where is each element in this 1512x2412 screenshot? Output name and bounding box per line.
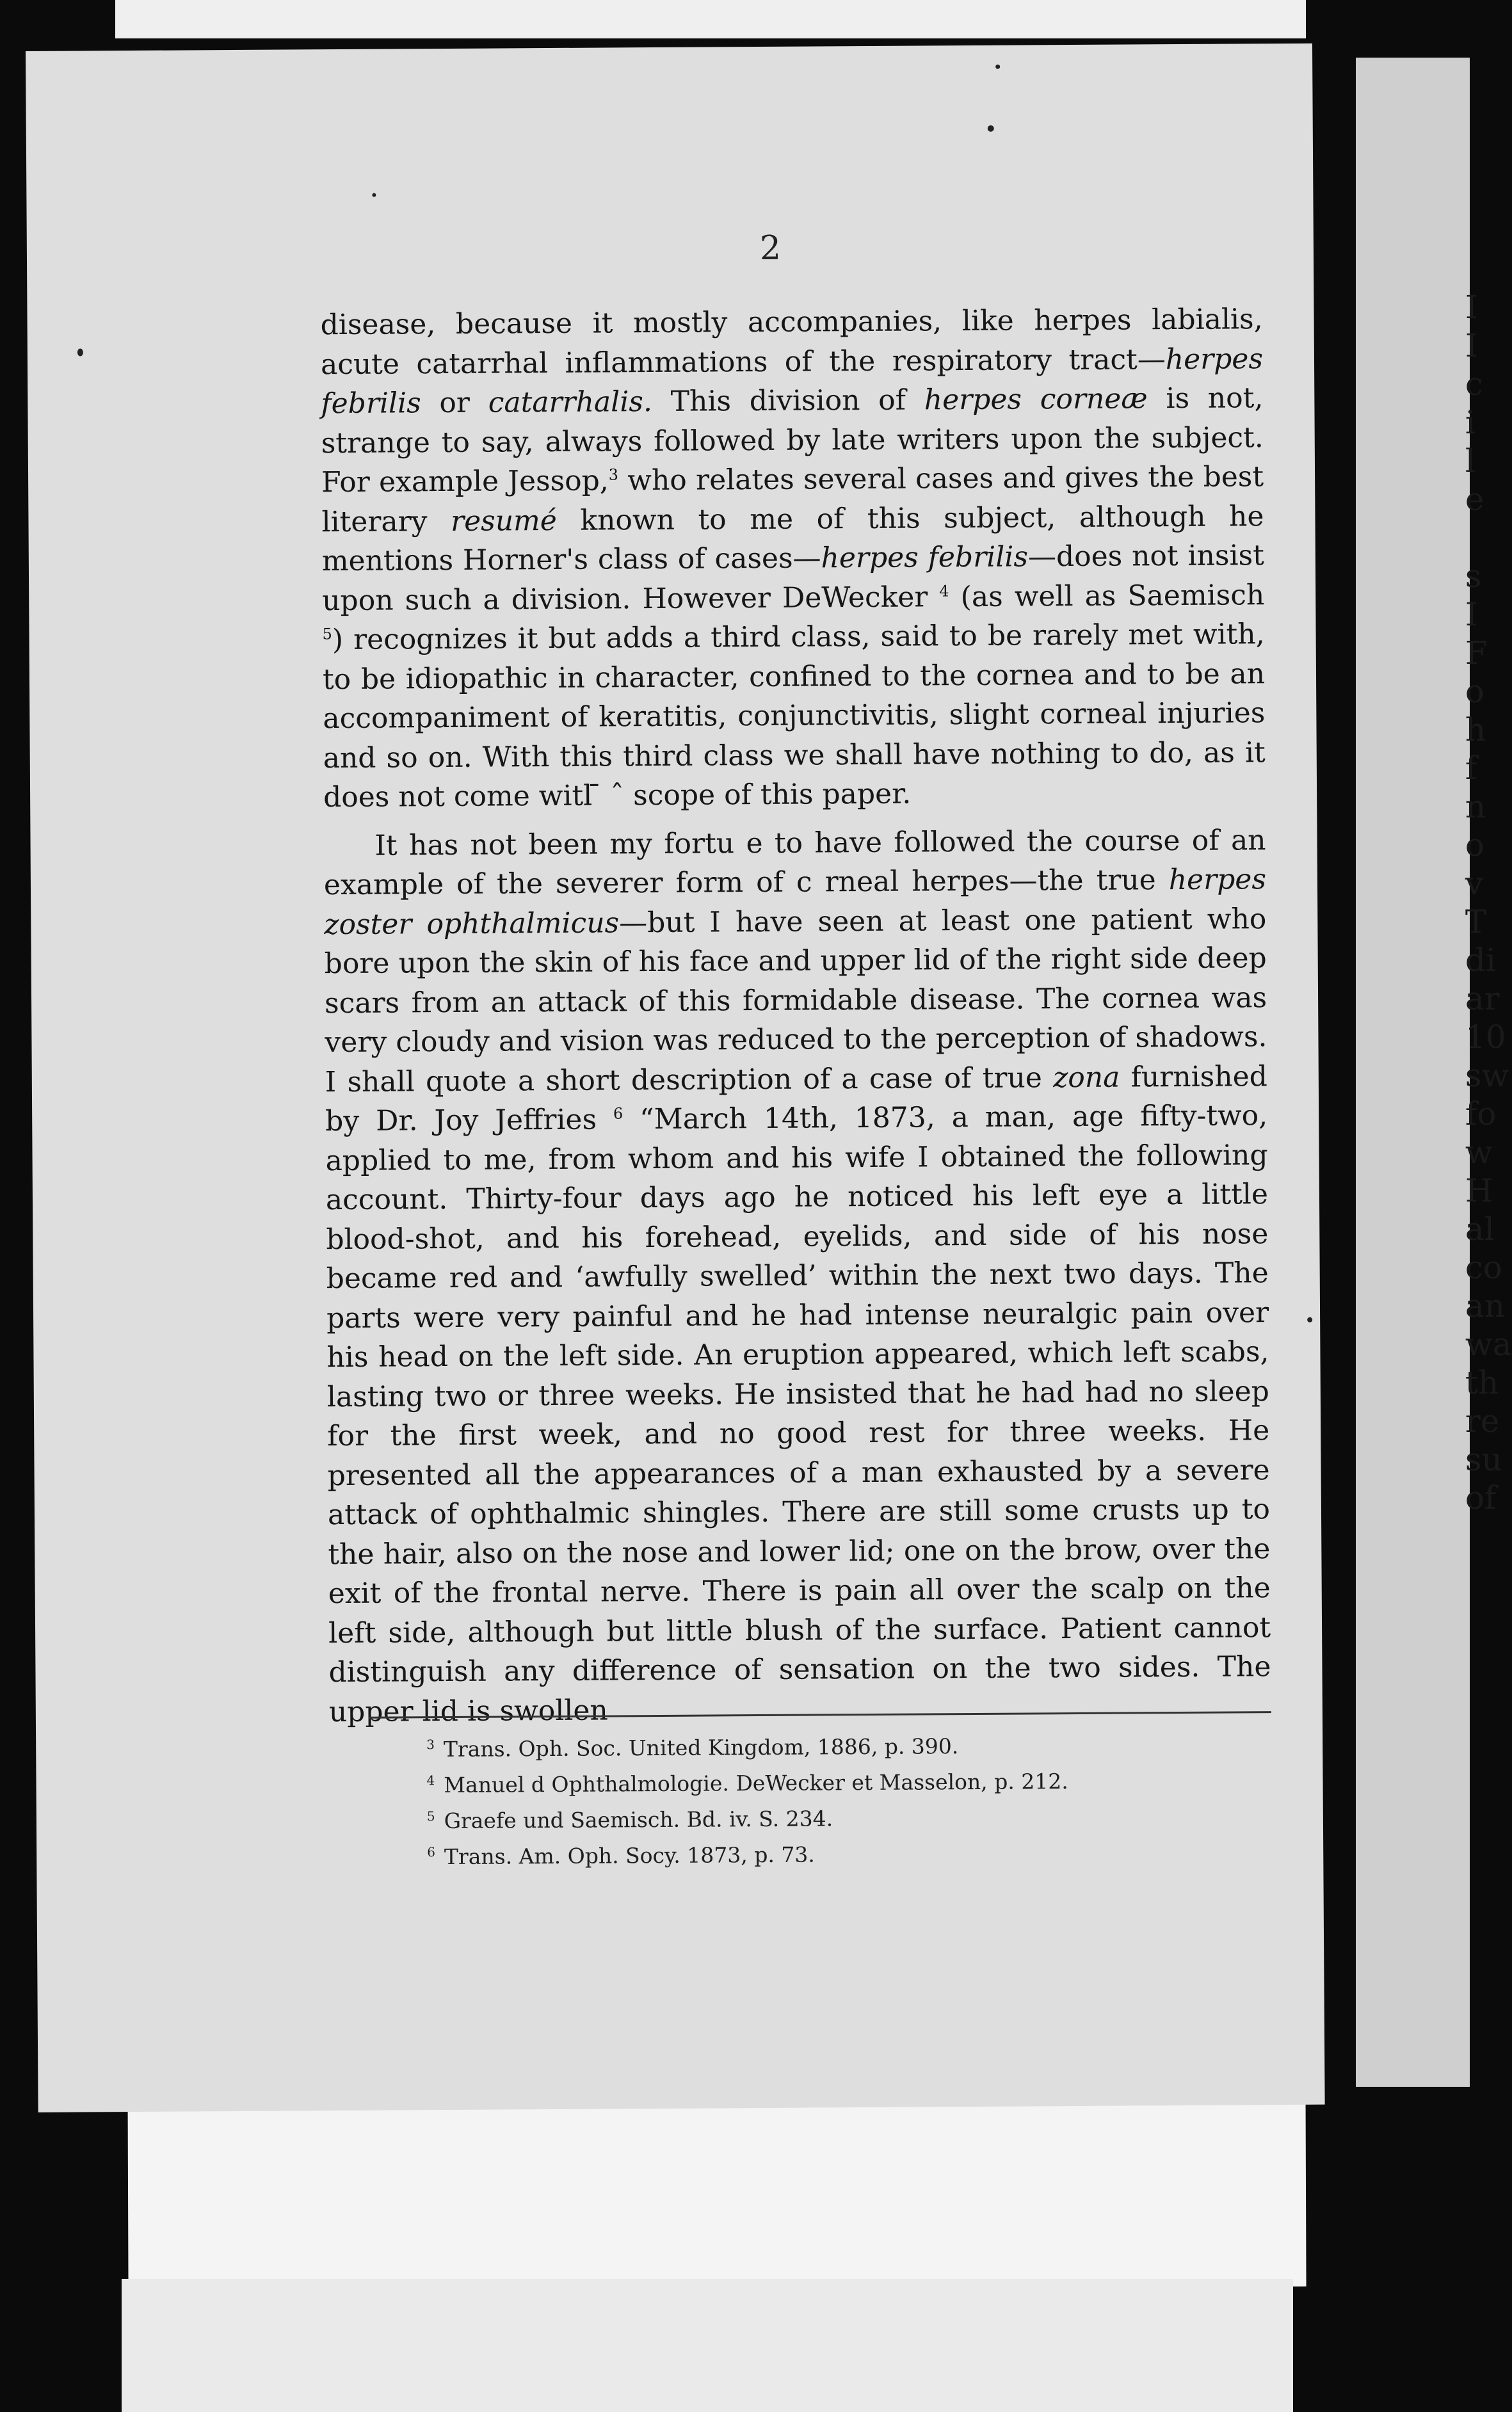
text-run: —does not insist upon such a division. However DeWecker	[322, 539, 1265, 617]
scan-speck	[77, 348, 83, 356]
text-run: who relates several cases and gives the best literary	[321, 460, 1264, 538]
footnote-reference: 3	[608, 465, 619, 484]
text-run: or	[421, 386, 488, 420]
footnote-reference: 5	[322, 625, 332, 643]
top-sheet-edge	[115, 0, 1306, 38]
italic-text: herpes corneæ	[924, 382, 1148, 417]
footnote-mark: 4	[426, 1773, 435, 1789]
footnote-reference: 6	[613, 1104, 623, 1123]
italic-text: herpes febrilis	[821, 540, 1029, 575]
scanned-page	[26, 44, 1325, 2112]
text-run: (as well as Saemisch	[949, 578, 1265, 613]
scan-speck	[988, 125, 994, 132]
paragraph	[323, 821, 1271, 1732]
adjacent-page-text: I I c i l e s I F o h f n o v T di ar 10 sw fo w H al co an wa th re su of	[1465, 289, 1512, 1516]
adjacent-page	[1356, 58, 1512, 2087]
lower-sheet-2	[122, 2279, 1293, 2412]
footnote-text: Trans. Am. Oph. Socy. 1873, p. 73.	[444, 1842, 815, 1870]
italic-text: herpes zoster ophthalmicus	[324, 863, 1267, 941]
text-run: disease, because it mostly accompanies, like herpes labialis, acute catarrhal inflammations of the respiratory tract—	[320, 303, 1263, 381]
lower-sheet	[127, 2082, 1306, 2290]
footnote	[427, 1831, 1291, 1872]
footnote-mark: 3	[426, 1737, 435, 1753]
text-run: furnished by Dr. Joy Jeffries	[325, 1059, 1267, 1138]
footnote	[426, 1724, 1291, 1765]
footnotes	[426, 1724, 1291, 1872]
text-run: —but I have seen at least one patient who bore upon the skin of his face and upper lid of the right side deep scars from an attack of this formidable disease. The cornea was very cloudy and vision was reduced to the perception of shadows. I shall quote a short description of a case of true	[324, 902, 1267, 1098]
text-run: ) recognizes it but adds a third class, said to be rarely met with, to be idiopathic in character, confined to the cornea and to be an accompaniment of keratitis, conjunctivitis, slight corneal injuries and so on. With this third class we shall have nothing to do, as it does not come witl ̄ ˆ scope of this paper.	[322, 618, 1266, 814]
scan-speck	[372, 193, 376, 197]
paragraph	[320, 300, 1266, 817]
footnote-reference: 4	[939, 582, 949, 600]
footnote-text: Manuel d Ophthalmologie. DeWecker et Masselon, p. 212.	[444, 1769, 1068, 1798]
italic-text: herpes febrilis	[321, 342, 1264, 421]
italic-text: zona	[1052, 1061, 1120, 1094]
footnote-mark: 6	[427, 1844, 436, 1860]
footnote-text: Trans. Oph. Soc. United Kingdom, 1886, p. 390.	[443, 1733, 959, 1762]
body-text	[320, 300, 1271, 1732]
text-run: It has not been my fortu e to have followed the course of an example of the severer form of c rneal herpes—the true	[323, 823, 1266, 902]
scan-speck	[995, 65, 1000, 69]
text-run: This division of	[652, 383, 924, 419]
text-run: is not, strange to say, always followed by late writers upon the subject. For example Jessop,	[321, 382, 1264, 499]
scan-speck	[1307, 1317, 1312, 1323]
text-run: “March 14th, 1873, a man, age fifty-two, applied to me, from whom and his wife I obtained the following account. Thirty-four days ago he noticed his left eye a little blood-shot, and his forehead, eyelids, and side of his nose became red and ‘awfully swelled’ within the next two days. The parts were very painful and he had intense neuralgic pain over his head on the left side. An eruption appeared, which left scabs, lasting two or three weeks. He insisted that he had had no sleep for the first week, and no good rest for three weeks. He presented all the appearances of a man exhausted by a severe attack of ophthalmic shingles. There are still some crusts up to the hair, also on the nose and lower lid; one on the brow, over the exit of the frontal nerve. There is pain all over the scalp on the left side, although but little blush of the surface. Patient cannot distinguish any difference of sensation on the two sides. The upper lid is swollen	[325, 1099, 1271, 1728]
footnote	[426, 1760, 1291, 1801]
text-run: known to me of this subject, although he mentions Horner's class of cases—	[321, 499, 1264, 578]
italic-text: resumé	[450, 504, 558, 538]
footnote-mark: 5	[426, 1808, 435, 1824]
page-number: 2	[759, 229, 782, 268]
footnote	[427, 1796, 1291, 1837]
italic-text: catarrhalis.	[488, 385, 653, 419]
footnote-text: Graefe und Saemisch. Bd. iv. S. 234.	[444, 1806, 833, 1834]
